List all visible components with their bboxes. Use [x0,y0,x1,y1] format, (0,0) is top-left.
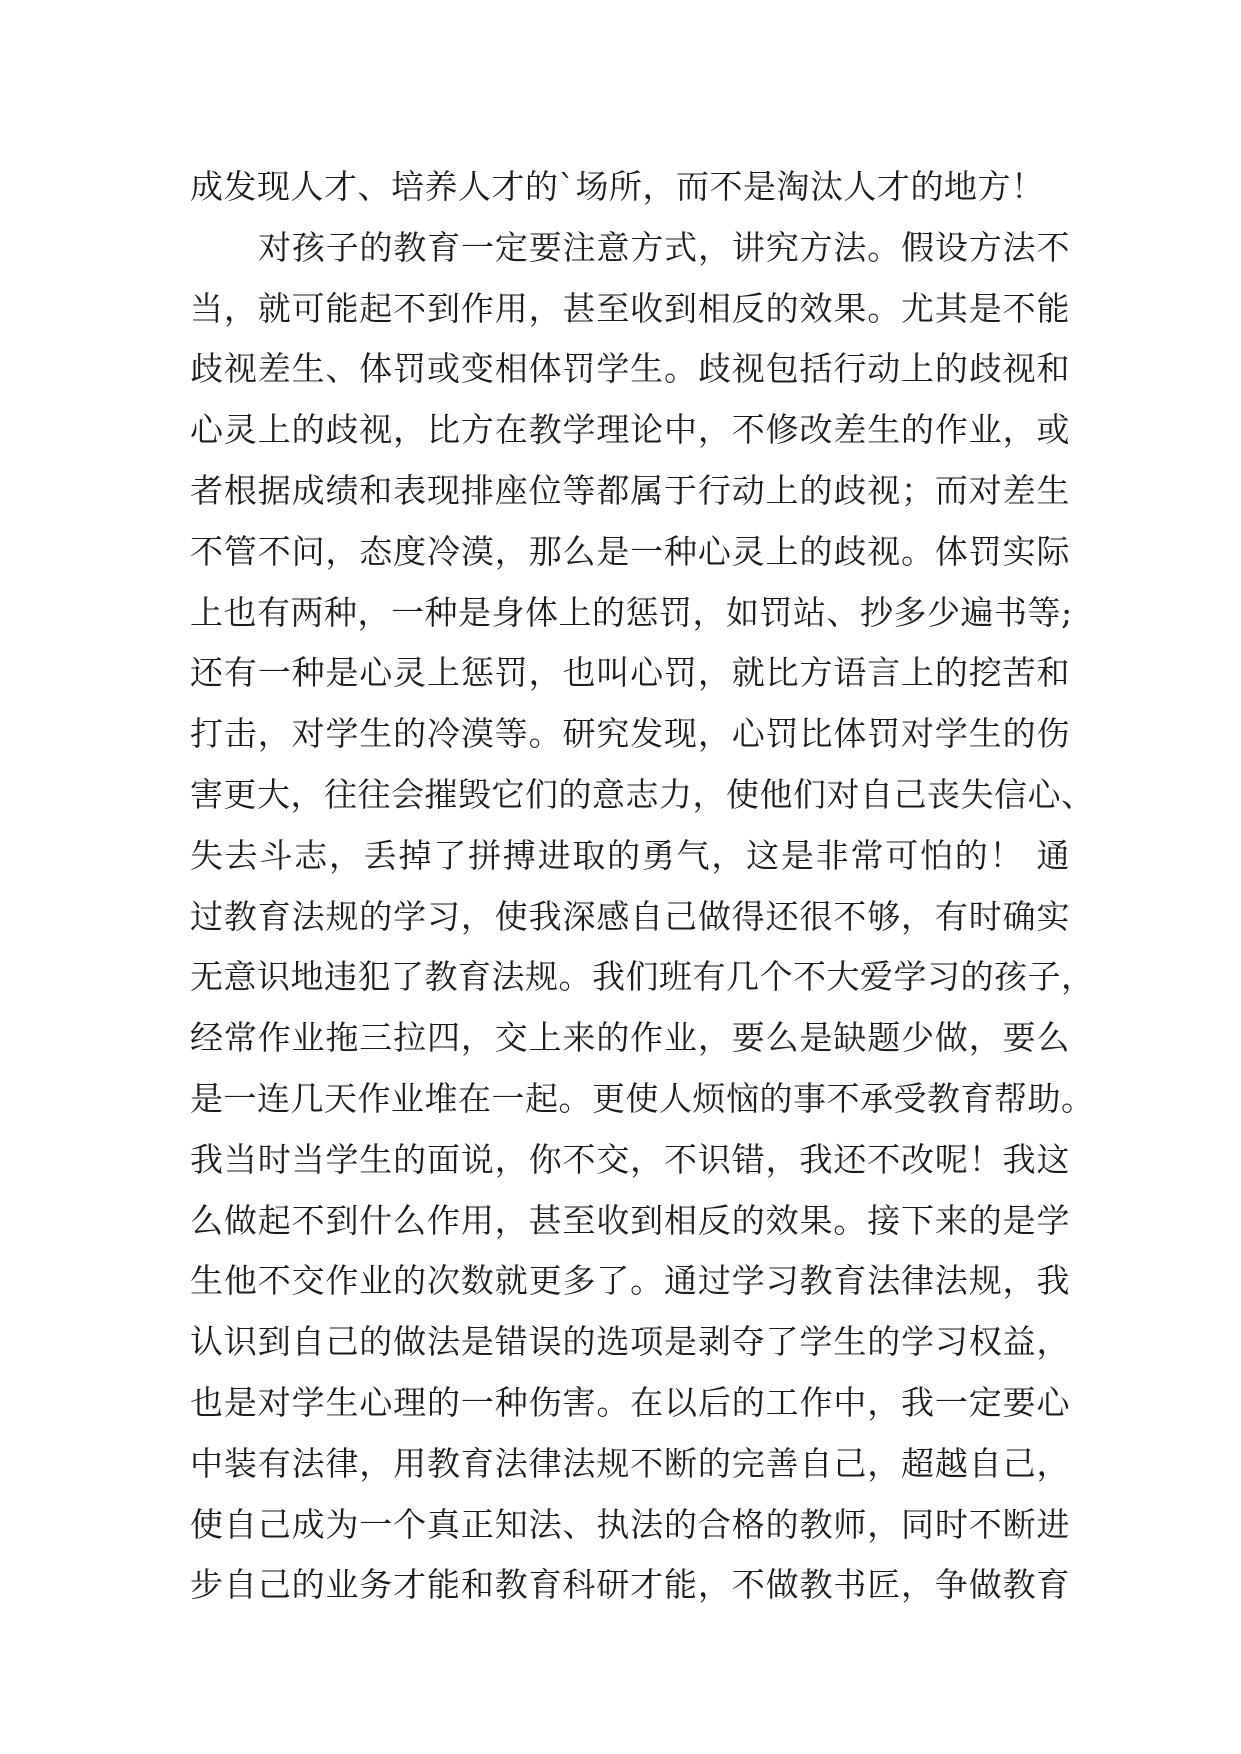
text-line: 过教育法规的学习，使我深感自己做得还很不够，有时确实 [190,896,1070,936]
text-line: 打击，对学生的冷漠等。研究发现，心罚比体罚对学生的伤 [190,714,1070,754]
text-line: 是一连几天作业堆在一起。更使人烦恼的事不承受教育帮助。 [190,1078,1095,1118]
text-line: 歧视差生、体罚或变相体罚学生。歧视包括行动上的歧视和 [190,349,1070,389]
text-line: 心灵上的歧视，比方在教学理论中，不修改差生的作业，或 [190,410,1070,450]
text-line: 步自己的业务才能和教育科研才能，不做教书匠，争做教育 [190,1565,1070,1605]
text-line: 么做起不到什么作用，甚至收到相反的效果。接下来的是学 [190,1200,1070,1240]
text-line: 失去斗志，丢掉了拼搏进取的勇气，这是非常可怕的！ 通 [190,835,1070,875]
text-line: 使自己成为一个真正知法、执法的合格的教师，同时不断进 [190,1504,1070,1544]
text-line: 上也有两种，一种是身体上的惩罚，如罚站、抄多少遍书等; [190,592,1073,632]
text-line: 中装有法律，用教育法律法规不断的完善自己，超越自己， [190,1443,1070,1483]
text-line: 当，就可能起不到作用，甚至收到相反的效果。尤其是不能 [190,288,1070,328]
text-line: 生他不交作业的次数就更多了。通过学习教育法律法规，我 [190,1261,1070,1301]
text-line: 无意识地违犯了教育法规。我们班有几个不大爱学习的孩子， [190,957,1095,997]
text-line: 对孩子的教育一定要注意方式，讲究方法。假设方法不 [258,227,1070,267]
text-line: 也是对学生心理的一种伤害。在以后的工作中，我一定要心 [190,1382,1070,1422]
text-line: 我当时当学生的面说，你不交，不识错，我还不改呢！我这 [190,1139,1070,1179]
text-line: 经常作业拖三拉四，交上来的作业，要么是缺题少做，要么 [190,1018,1070,1058]
text-line: 认识到自己的做法是错误的选项是剥夺了学生的学习权益， [190,1322,1070,1362]
text-line: 害更大，往往会摧毁它们的意志力，使他们对自己丧失信心、 [190,774,1095,814]
text-line: 成发现人才、培养人才的`场所，而不是淘汰人才的地方！ [190,167,1045,206]
body-text [190,157,1095,1616]
text-line: 还有一种是心灵上惩罚，也叫心罚，就比方语言上的挖苦和 [190,653,1070,693]
text-line: 不管不问，态度冷漠，那么是一种心灵上的歧视。体罚实际 [190,531,1070,571]
text-line: 者根据成绩和表现排座位等都属于行动上的歧视；而对差生 [190,470,1070,510]
